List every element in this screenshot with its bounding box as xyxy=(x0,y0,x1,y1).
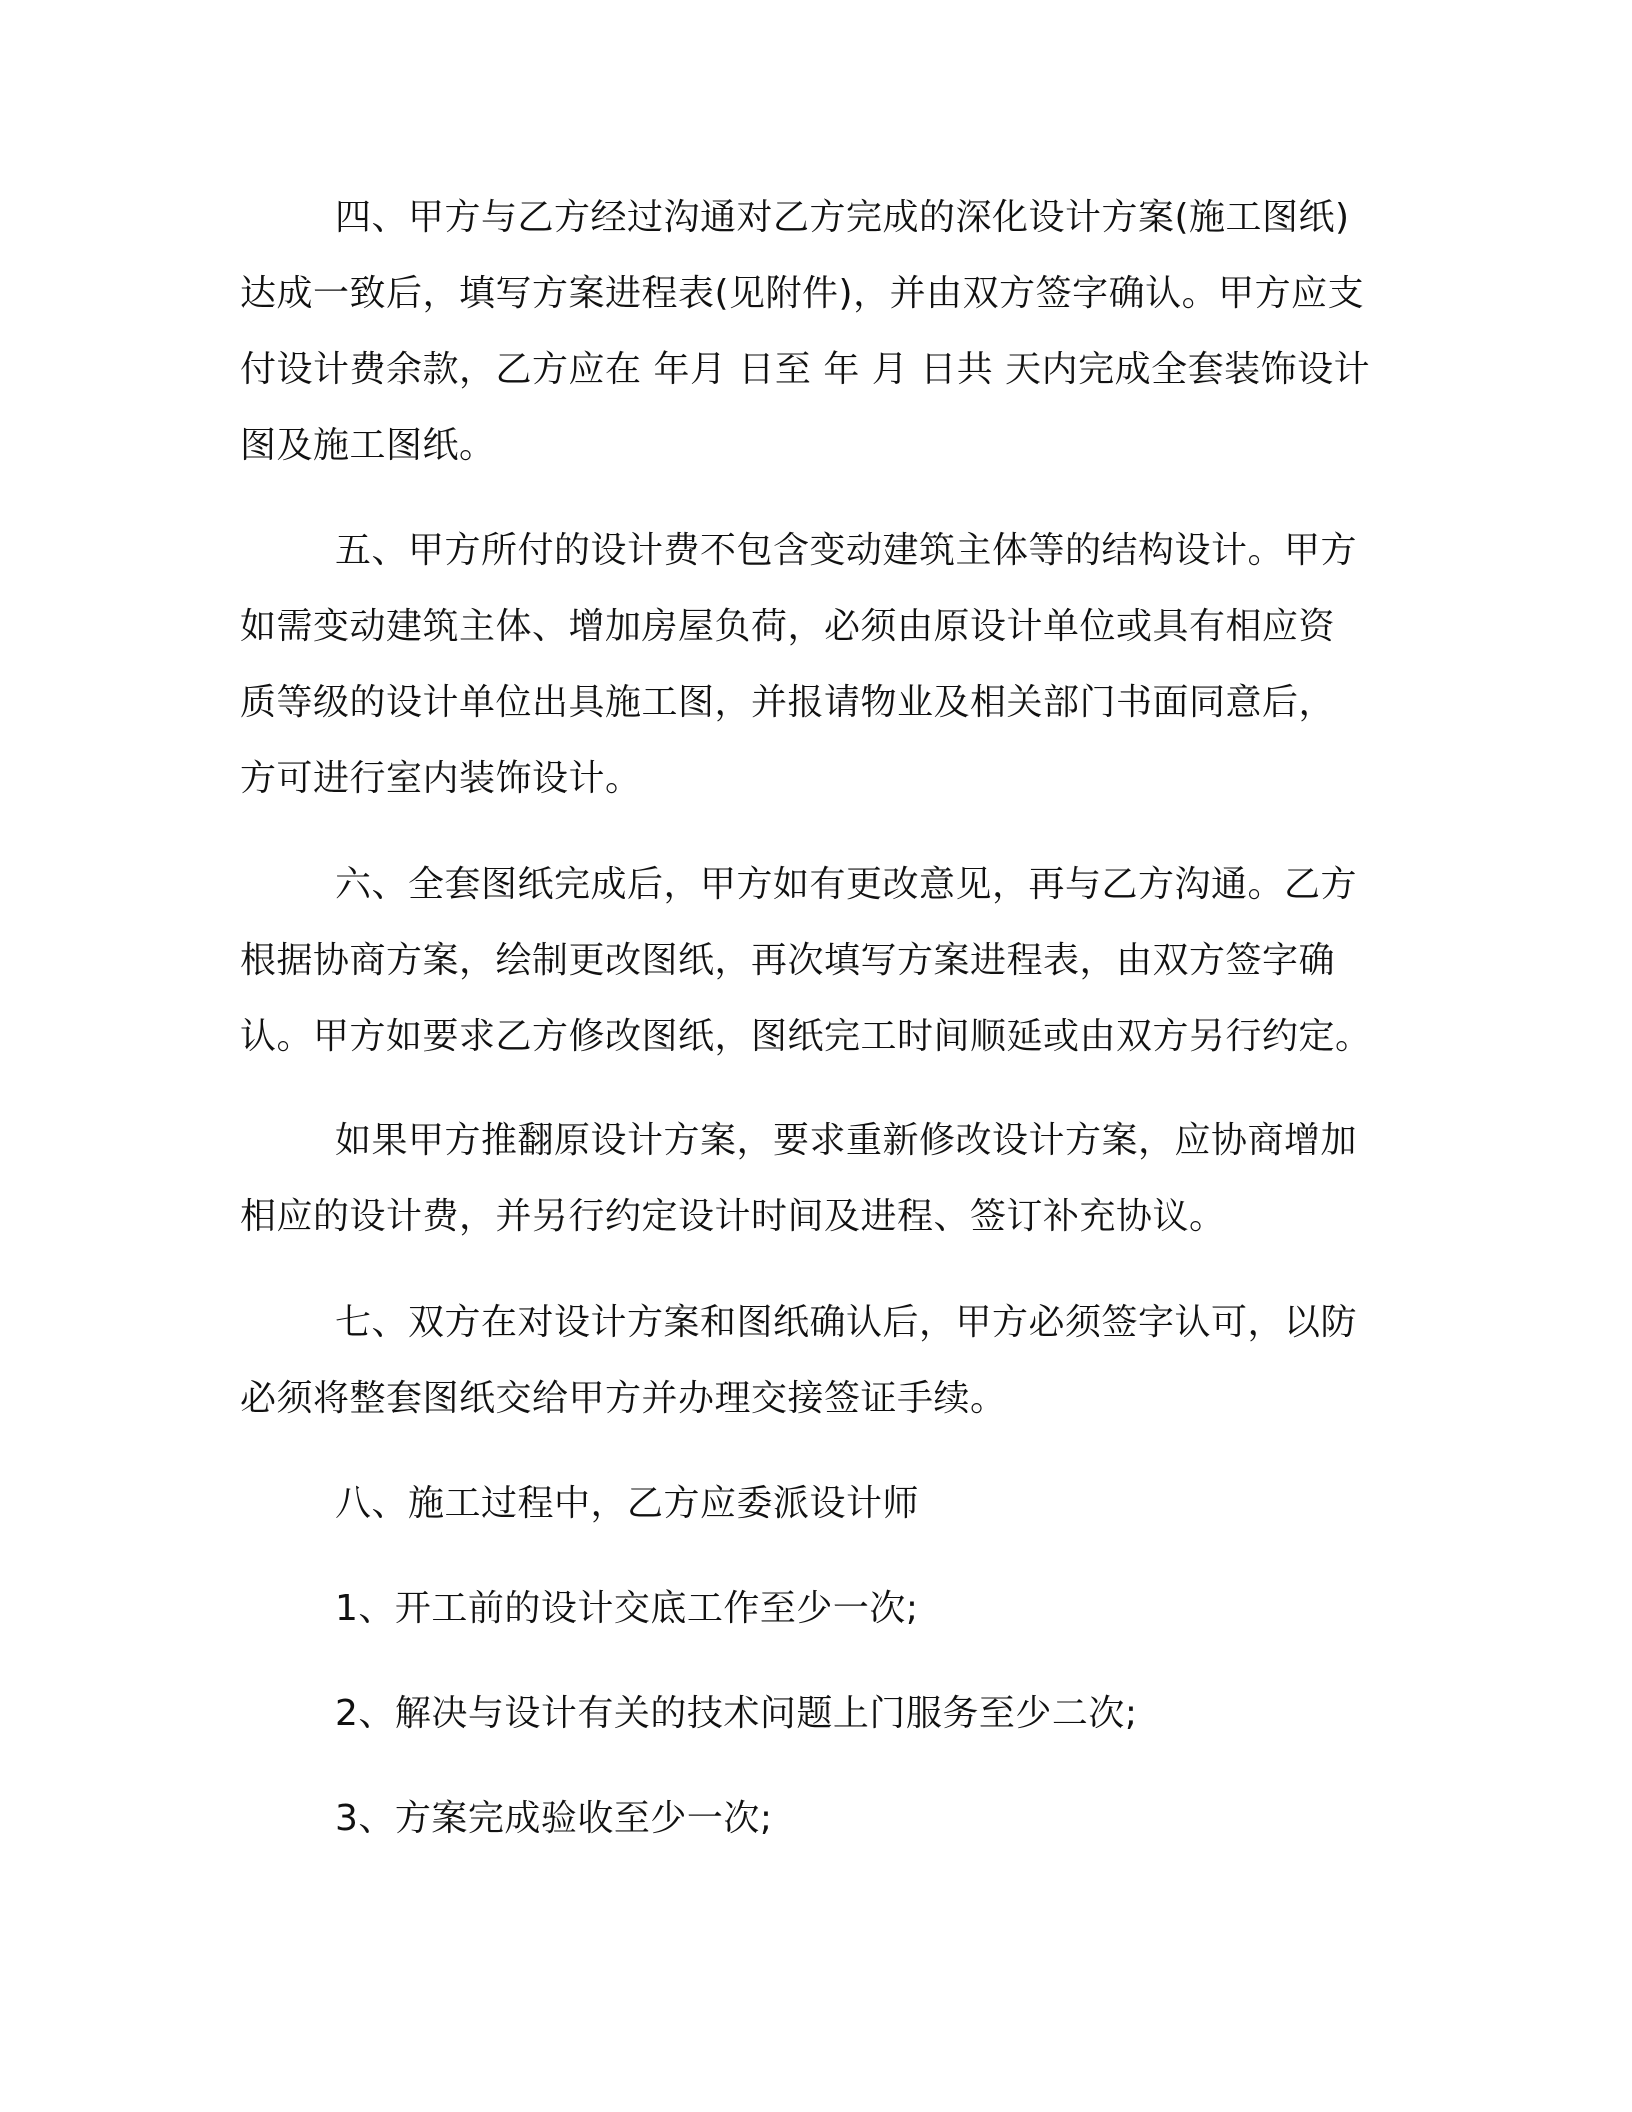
paragraph-7-line-1: 七、双方在对设计方案和图纸确认后，甲方必须签字认可，以防 xyxy=(335,1302,1358,1343)
paragraph-6-line-3: 认。甲方如要求乙方修改图纸，图纸完工时间顺延或由双方另行约定。 xyxy=(240,1016,1372,1057)
paragraph-8-line-1: 八、施工过程中，乙方应委派设计师 xyxy=(335,1483,920,1524)
paragraph-redesign-line-2: 相应的设计费，并另行约定设计时间及进程、签订补充协议。 xyxy=(240,1196,1226,1237)
paragraph-6-line-2: 根据协商方案，绘制更改图纸，再次填写方案进程表，由双方签字确 xyxy=(240,940,1336,981)
paragraph-5-line-2: 如需变动建筑主体、增加房屋负荷，必须由原设计单位或具有相应资 xyxy=(240,606,1336,647)
list-item-3: 3、方案完成验收至少一次; xyxy=(335,1798,773,1839)
paragraph-4-line-4: 图及施工图纸。 xyxy=(240,425,496,466)
paragraph-5-line-1: 五、甲方所付的设计费不包含变动建筑主体等的结构设计。甲方 xyxy=(335,530,1358,571)
paragraph-7-line-2: 必须将整套图纸交给甲方并办理交接签证手续。 xyxy=(240,1378,1007,1419)
paragraph-4-line-1: 四、甲方与乙方经过沟通对乙方完成的深化设计方案(施工图纸) xyxy=(335,197,1350,238)
paragraph-6-line-1: 六、全套图纸完成后，甲方如有更改意见，再与乙方沟通。乙方 xyxy=(335,864,1358,905)
list-item-1: 1、开工前的设计交底工作至少一次; xyxy=(335,1588,919,1629)
paragraph-4-line-2: 达成一致后，填写方案进程表(见附件)，并由双方签字确认。甲方应支 xyxy=(240,273,1365,314)
list-item-2: 2、解决与设计有关的技术问题上门服务至少二次; xyxy=(335,1693,1138,1734)
paragraph-5-line-4: 方可进行室内装饰设计。 xyxy=(240,758,642,799)
paragraph-redesign-line-1: 如果甲方推翻原设计方案，要求重新修改设计方案，应协商增加 xyxy=(335,1120,1358,1161)
paragraph-4-line-3: 付设计费余款，乙方应在 年月 日至 年 月 日共 天内完成全套装饰设计 xyxy=(240,349,1371,390)
paragraph-5-line-3: 质等级的设计单位出具施工图，并报请物业及相关部门书面同意后， xyxy=(240,682,1336,723)
